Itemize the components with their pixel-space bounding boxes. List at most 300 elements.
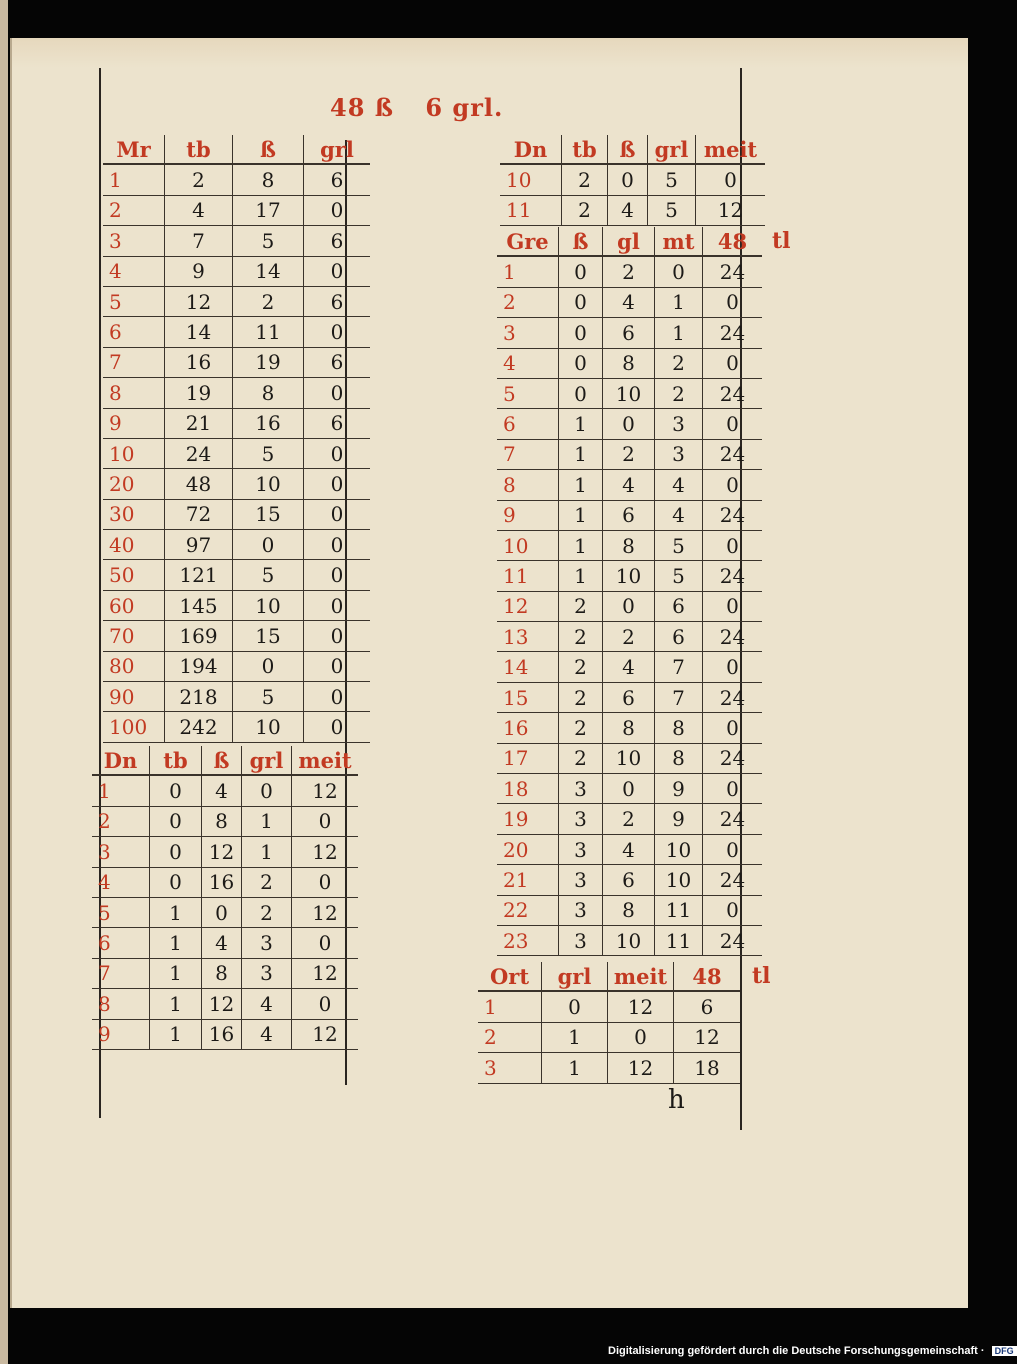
- table-cell: 8: [202, 959, 242, 988]
- table-cell: 5: [233, 560, 304, 589]
- row-label: 20: [497, 835, 559, 864]
- table-cell: 12: [312, 839, 338, 864]
- table-cell: 2: [559, 683, 603, 712]
- table-cell: 5: [655, 531, 703, 560]
- table-cell: 24: [165, 439, 233, 468]
- column-header: 48: [692, 963, 722, 989]
- table-cell: 6: [603, 683, 655, 712]
- row-label: 8: [92, 989, 150, 1018]
- table-cell: 194: [165, 652, 233, 681]
- table-cell: 1: [150, 1020, 202, 1049]
- page-heading: [330, 93, 525, 129]
- table-cell: 12: [165, 287, 233, 316]
- table-cell: 0: [150, 868, 202, 897]
- table-cell: 1: [559, 531, 603, 560]
- table-row: [497, 774, 762, 804]
- column-header: meit: [298, 747, 352, 773]
- ort-side-label: tl: [752, 963, 771, 989]
- table-row: [497, 804, 762, 834]
- table-cell: 97: [165, 530, 233, 559]
- digitization-credit: [608, 1345, 1017, 1357]
- table-cell: 24: [719, 442, 746, 467]
- table-row: [497, 288, 762, 318]
- table-cell: 6: [330, 228, 344, 253]
- table-cell: 6: [330, 168, 344, 193]
- table-cell: 12: [202, 837, 242, 866]
- table-cell: 10: [603, 561, 655, 590]
- table-row: [92, 959, 358, 989]
- table-row: [497, 622, 762, 652]
- table-cell: 3: [655, 409, 703, 438]
- column-header: ß: [608, 135, 648, 163]
- table-row: [497, 561, 762, 591]
- row-label: 19: [497, 804, 559, 833]
- table-cell: 2: [165, 165, 233, 194]
- table-cell: 0: [330, 198, 344, 223]
- row-label: 6: [497, 409, 559, 438]
- table-cell: 0: [330, 563, 344, 588]
- table-cell: 0: [608, 165, 648, 194]
- column-header: Ort: [478, 962, 542, 990]
- row-label: 9: [497, 501, 559, 530]
- table-cell: 8: [655, 744, 703, 773]
- table-cell: 0: [242, 776, 292, 805]
- table-cell: 4: [202, 776, 242, 805]
- table-cell: 0: [318, 931, 332, 956]
- table-cell: 1: [559, 501, 603, 530]
- column-header: grl: [542, 962, 608, 990]
- row-label: 2: [478, 1023, 542, 1052]
- table-cell: 2: [242, 898, 292, 927]
- table-cell: 6: [330, 289, 344, 314]
- table-cell: 1: [242, 837, 292, 866]
- table-row: [92, 898, 358, 928]
- table-cell: 8: [202, 807, 242, 836]
- table-cell: 16: [202, 1020, 242, 1049]
- table-header-row: [92, 746, 358, 776]
- table-row: [103, 165, 370, 195]
- row-label: 1: [103, 165, 165, 194]
- table-cell: 0: [726, 533, 739, 558]
- table-row: [497, 592, 762, 622]
- table-row: [497, 440, 762, 470]
- table-cell: 0: [726, 898, 739, 923]
- column-header: ß: [202, 746, 242, 774]
- table-cell: 0: [150, 776, 202, 805]
- row-label: 30: [103, 500, 165, 529]
- table-cell: 2: [655, 379, 703, 408]
- table-cell: 12: [608, 992, 674, 1021]
- row-label: 2: [103, 196, 165, 225]
- table-cell: 12: [312, 1022, 338, 1047]
- row-label: 70: [103, 621, 165, 650]
- table-cell: 5: [233, 226, 304, 255]
- table-cell: 0: [330, 380, 344, 405]
- row-label: 40: [103, 530, 165, 559]
- table-cell: 1: [559, 561, 603, 590]
- table-cell: 0: [318, 870, 332, 895]
- table-row: [103, 560, 370, 590]
- table-row: [497, 349, 762, 379]
- table-row: [92, 1020, 358, 1050]
- table-cell: 1: [655, 288, 703, 317]
- column-header: mt: [655, 227, 703, 255]
- table-cell: 6: [603, 501, 655, 530]
- table-cell: 24: [719, 928, 746, 953]
- table-cell: 9: [655, 804, 703, 833]
- table-cell: 11: [233, 317, 304, 346]
- dfg-logo: DFG: [992, 1346, 1017, 1356]
- table-cell: 5: [648, 165, 696, 194]
- row-label: 7: [497, 440, 559, 469]
- table-cell: 2: [559, 652, 603, 681]
- table-row: [478, 992, 740, 1022]
- table-cell: 0: [724, 168, 737, 193]
- table-cell: 4: [655, 470, 703, 499]
- column-header: tb: [562, 135, 608, 163]
- column-header: ß: [233, 135, 304, 163]
- table-cell: 2: [242, 868, 292, 897]
- table-row: [497, 713, 762, 743]
- row-label: 20: [103, 469, 165, 498]
- table-cell: 17: [233, 196, 304, 225]
- table-cell: 0: [559, 379, 603, 408]
- table-cell: 8: [233, 378, 304, 407]
- table-cell: 0: [202, 898, 242, 927]
- row-label: 5: [497, 379, 559, 408]
- column-header: tb: [150, 746, 202, 774]
- table-cell: 0: [726, 594, 739, 619]
- table-row: [103, 257, 370, 287]
- table-row: [103, 317, 370, 347]
- table-dn-left: [92, 746, 358, 1050]
- table-cell: 3: [559, 804, 603, 833]
- row-label: 11: [500, 196, 562, 225]
- row-label: 22: [497, 896, 559, 925]
- column-header: 48: [717, 228, 748, 254]
- table-row: [92, 807, 358, 837]
- table-cell: 0: [330, 654, 344, 679]
- table-row: [92, 868, 358, 898]
- table-row: [500, 196, 765, 226]
- table-cell: 24: [719, 503, 746, 528]
- table-cell: 2: [233, 287, 304, 316]
- table-cell: 10: [655, 835, 703, 864]
- table-cell: 3: [655, 440, 703, 469]
- credit-text: Digitalisierung gefördert durch die Deutsche Forschungsgemeinschaft ·: [608, 1345, 985, 1357]
- table-row: [497, 652, 762, 682]
- table-cell: 8: [603, 349, 655, 378]
- table-cell: 24: [719, 807, 746, 832]
- table-row: [478, 1023, 740, 1053]
- table-dn-right: [500, 135, 765, 226]
- table-cell: 6: [655, 592, 703, 621]
- row-label: 16: [497, 713, 559, 742]
- table-cell: 0: [330, 532, 344, 557]
- table-cell: 0: [655, 257, 703, 286]
- table-cell: 3: [559, 774, 603, 803]
- table-cell: 8: [603, 531, 655, 560]
- row-label: 1: [478, 992, 542, 1021]
- table-cell: 3: [559, 835, 603, 864]
- table-cell: 16: [165, 348, 233, 377]
- row-label: 1: [92, 776, 150, 805]
- table-cell: 8: [655, 713, 703, 742]
- table-cell: 1: [559, 440, 603, 469]
- table-cell: 0: [330, 320, 344, 345]
- row-label: 8: [497, 470, 559, 499]
- table-cell: 6: [330, 411, 344, 436]
- table-cell: 12: [694, 1025, 720, 1050]
- table-cell: 4: [202, 928, 242, 957]
- table-row: [103, 196, 370, 226]
- table-cell: 16: [202, 868, 242, 897]
- table-cell: 15: [233, 621, 304, 650]
- row-label: 9: [92, 1020, 150, 1049]
- table-row: [103, 287, 370, 317]
- table-row: [497, 896, 762, 926]
- table-row: [500, 165, 765, 195]
- row-label: 60: [103, 591, 165, 620]
- table-header-row: [478, 962, 740, 992]
- table-cell: 5: [655, 561, 703, 590]
- table-cell: 218: [165, 682, 233, 711]
- table-cell: 5: [233, 439, 304, 468]
- table-cell: 1: [655, 318, 703, 347]
- table-cell: 19: [233, 348, 304, 377]
- row-label: 12: [497, 592, 559, 621]
- table-cell: 8: [233, 165, 304, 194]
- row-label: 4: [497, 349, 559, 378]
- table-row: [92, 776, 358, 806]
- row-label: 10: [497, 531, 559, 560]
- table-cell: 4: [242, 989, 292, 1018]
- table-cell: 12: [312, 961, 338, 986]
- table-row: [103, 652, 370, 682]
- table-cell: 2: [655, 349, 703, 378]
- table-cell: 0: [603, 592, 655, 621]
- book-spine-edge: [0, 0, 8, 1364]
- table-cell: 8: [603, 896, 655, 925]
- table-cell: 2: [603, 622, 655, 651]
- table-cell: 4: [165, 196, 233, 225]
- table-cell: 0: [726, 715, 739, 740]
- table-cell: 2: [559, 622, 603, 651]
- table-cell: 0: [603, 774, 655, 803]
- column-header: Dn: [92, 746, 150, 774]
- table-cell: 1: [559, 409, 603, 438]
- table-cell: 10: [655, 865, 703, 894]
- table-cell: 0: [330, 259, 344, 284]
- table-row: [103, 530, 370, 560]
- row-label: 11: [497, 561, 559, 590]
- table-cell: 121: [165, 560, 233, 589]
- table-row: [497, 470, 762, 500]
- table-row: [497, 409, 762, 439]
- table-cell: 21: [165, 409, 233, 438]
- heading-amount: 48 ß: [330, 93, 394, 122]
- row-label: 15: [497, 683, 559, 712]
- row-label: 14: [497, 652, 559, 681]
- row-label: 2: [497, 288, 559, 317]
- column-header: Gre: [497, 227, 559, 255]
- table-mr: [103, 135, 370, 743]
- table-cell: 145: [165, 591, 233, 620]
- row-label: 13: [497, 622, 559, 651]
- table-cell: 0: [726, 412, 739, 437]
- row-label: 2: [92, 807, 150, 836]
- table-cell: 0: [726, 776, 739, 801]
- table-row: [497, 318, 762, 348]
- table-cell: 0: [726, 655, 739, 680]
- table-cell: 0: [330, 502, 344, 527]
- table-cell: 24: [719, 624, 746, 649]
- table-cell: 0: [542, 992, 608, 1021]
- table-row: [103, 348, 370, 378]
- row-label: 7: [103, 348, 165, 377]
- table-cell: 24: [719, 320, 746, 345]
- table-cell: 6: [603, 865, 655, 894]
- table-cell: 0: [150, 807, 202, 836]
- table-header-row: [500, 135, 765, 165]
- table-cell: 1: [150, 989, 202, 1018]
- table-cell: 0: [603, 409, 655, 438]
- table-row: [497, 683, 762, 713]
- row-label: 3: [92, 837, 150, 866]
- column-header: meit: [608, 962, 674, 990]
- table-cell: 3: [242, 959, 292, 988]
- table-cell: 12: [717, 198, 744, 223]
- table-cell: 15: [233, 500, 304, 529]
- table-cell: 4: [608, 196, 648, 225]
- table-row: [103, 682, 370, 712]
- column-header: meit: [703, 136, 758, 162]
- table-row: [478, 1053, 740, 1083]
- table-row: [103, 712, 370, 742]
- table-cell: 6: [330, 350, 344, 375]
- table-cell: 0: [726, 837, 739, 862]
- row-label: 10: [500, 165, 562, 194]
- table-cell: 7: [655, 652, 703, 681]
- table-cell: 2: [562, 165, 608, 194]
- table-cell: 3: [559, 896, 603, 925]
- row-label: 23: [497, 926, 559, 955]
- table-cell: 242: [165, 712, 233, 741]
- table-cell: 1: [559, 470, 603, 499]
- row-label: 6: [92, 928, 150, 957]
- table-cell: 1: [150, 928, 202, 957]
- table-cell: 1: [542, 1053, 608, 1082]
- table-cell: 24: [719, 260, 746, 285]
- column-header: Mr: [103, 135, 165, 163]
- table-cell: 4: [655, 501, 703, 530]
- table-row: [103, 621, 370, 651]
- row-label: 10: [103, 439, 165, 468]
- table-row: [497, 865, 762, 895]
- table-ort: [478, 962, 740, 1084]
- table-cell: 14: [165, 317, 233, 346]
- table-cell: 4: [603, 288, 655, 317]
- table-row: [497, 926, 762, 956]
- table-cell: 12: [312, 779, 338, 804]
- table-cell: 10: [233, 469, 304, 498]
- table-cell: 4: [603, 470, 655, 499]
- table-cell: 10: [603, 926, 655, 955]
- table-cell: 0: [330, 471, 344, 496]
- table-cell: 0: [318, 991, 332, 1016]
- row-label: 80: [103, 652, 165, 681]
- table-cell: 12: [608, 1053, 674, 1082]
- gre-side-label: tl: [772, 228, 791, 254]
- table-cell: 11: [655, 926, 703, 955]
- column-header: Dn: [500, 135, 562, 163]
- table-cell: 7: [165, 226, 233, 255]
- table-cell: 10: [603, 379, 655, 408]
- table-cell: 24: [719, 746, 746, 771]
- table-cell: 6: [655, 622, 703, 651]
- table-row: [497, 835, 762, 865]
- column-header: grl: [242, 746, 292, 774]
- table-cell: 12: [312, 900, 338, 925]
- row-label: 5: [92, 898, 150, 927]
- table-cell: 0: [726, 472, 739, 497]
- table-cell: 9: [655, 774, 703, 803]
- table-cell: 2: [559, 744, 603, 773]
- table-cell: 48: [165, 469, 233, 498]
- table-cell: 2: [603, 804, 655, 833]
- table-row: [103, 378, 370, 408]
- table-cell: 0: [559, 257, 603, 286]
- column-header: gl: [603, 227, 655, 255]
- table-cell: 24: [719, 563, 746, 588]
- table-cell: 0: [318, 809, 332, 834]
- table-row: [92, 989, 358, 1019]
- row-label: 3: [497, 318, 559, 347]
- row-label: 6: [103, 317, 165, 346]
- table-cell: 0: [330, 623, 344, 648]
- table-cell: 6: [700, 995, 714, 1020]
- table-cell: 0: [233, 652, 304, 681]
- table-cell: 24: [719, 685, 746, 710]
- row-label: 3: [478, 1053, 542, 1082]
- table-cell: 2: [603, 440, 655, 469]
- table-cell: 0: [726, 290, 739, 315]
- table-cell: 72: [165, 500, 233, 529]
- column-header: ß: [559, 227, 603, 255]
- row-label: 18: [497, 774, 559, 803]
- table-cell: 7: [655, 683, 703, 712]
- table-cell: 5: [233, 682, 304, 711]
- table-cell: 8: [603, 713, 655, 742]
- row-label: 50: [103, 560, 165, 589]
- table-cell: 16: [233, 409, 304, 438]
- table-cell: 2: [559, 592, 603, 621]
- table-cell: 9: [165, 257, 233, 286]
- table-cell: 2: [559, 713, 603, 742]
- table-cell: 19: [165, 378, 233, 407]
- row-label: 21: [497, 865, 559, 894]
- table-cell: 1: [242, 807, 292, 836]
- table-cell: 2: [562, 196, 608, 225]
- table-cell: 1: [150, 898, 202, 927]
- heading-grl: 6 grl.: [425, 93, 504, 122]
- table-row: [103, 500, 370, 530]
- table-row: [103, 469, 370, 499]
- table-cell: 3: [242, 928, 292, 957]
- table-cell: 18: [694, 1055, 720, 1080]
- table-row: [103, 439, 370, 469]
- table-cell: 0: [330, 593, 344, 618]
